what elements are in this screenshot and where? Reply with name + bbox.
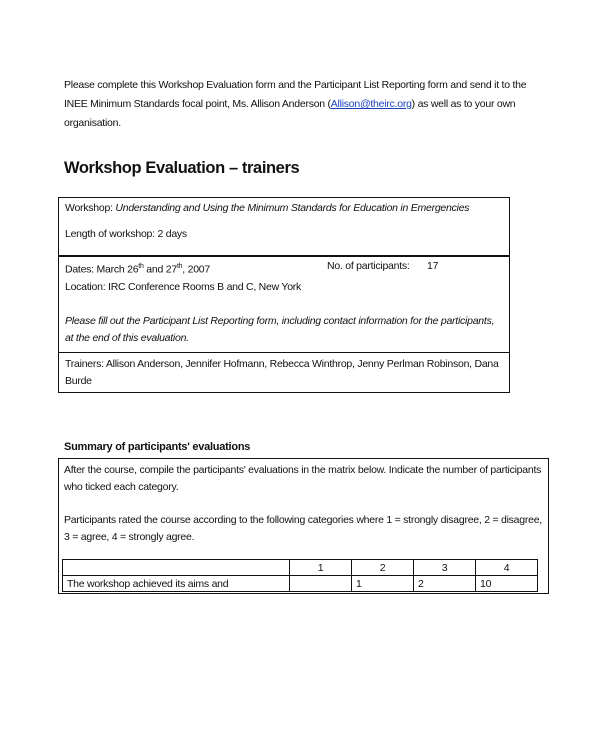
header-cell: 3 — [414, 560, 476, 576]
dates-box — [58, 255, 510, 353]
page-title: Workshop Evaluation – trainers — [64, 159, 300, 177]
cell — [290, 576, 352, 592]
summary-title: Summary of participants' evaluations — [64, 441, 251, 453]
cell: 1 — [352, 576, 414, 592]
intro-text: Please complete this Workshop Evaluation form and the Participant List Reporting form and send it to the INEE Minimum Standards focal point, Ms. Allison Anderson ( — [64, 79, 527, 110]
sup: th — [138, 263, 144, 270]
workshop-label: Workshop: — [65, 202, 116, 214]
workshop-length: Length of workshop: 2 days — [65, 228, 187, 240]
table-header-row — [63, 560, 538, 576]
participants-label: No. of participants: — [327, 260, 410, 272]
dates-text: , 2007 — [182, 263, 210, 276]
table-row — [63, 576, 538, 592]
rating-scale: Participants rated the course according to the following categories where 1 = strongly disagree, 2 = disagree, 3 = agree, 4 = strongly agree. — [64, 514, 542, 543]
workshop-info-box — [58, 197, 510, 257]
dates-text: Dates: March 26 — [65, 263, 139, 276]
intro-paragraph — [64, 76, 544, 133]
summary-instructions: After the course, compile the participants' evaluations in the matrix below. Indicate the number of participants who ticked each category. — [64, 464, 542, 493]
intro-text-end: ) as well as to your own organisation. — [64, 98, 516, 129]
header-cell: 2 — [352, 560, 414, 576]
cell: 10 — [476, 576, 538, 592]
workshop-name: Understanding and Using the Minimum Standards for Education in Emergencies — [115, 202, 470, 214]
email-link[interactable]: Allison@theirc.org — [330, 98, 412, 110]
dates-text: and 27 — [143, 263, 177, 276]
evaluation-matrix — [62, 559, 538, 592]
participants-value: 17 — [427, 260, 439, 272]
row-label: The workshop achieved its aims and — [63, 576, 290, 592]
header-cell: 4 — [476, 560, 538, 576]
header-cell — [63, 560, 290, 576]
trainers-box — [58, 352, 510, 393]
header-cell: 1 — [290, 560, 352, 576]
note: Please fill out the Participant List Reporting form, including contact information for the participants, at the end of this evaluation. — [65, 314, 495, 344]
sup: th — [176, 263, 183, 270]
trainers: Trainers: Allison Anderson, Jennifer Hofmann, Rebecca Winthrop, Jenny Perlman Robinson, Dana Burde — [65, 358, 499, 387]
cell: 2 — [414, 576, 476, 592]
location: Location: IRC Conference Rooms B and C, New York — [65, 280, 302, 293]
